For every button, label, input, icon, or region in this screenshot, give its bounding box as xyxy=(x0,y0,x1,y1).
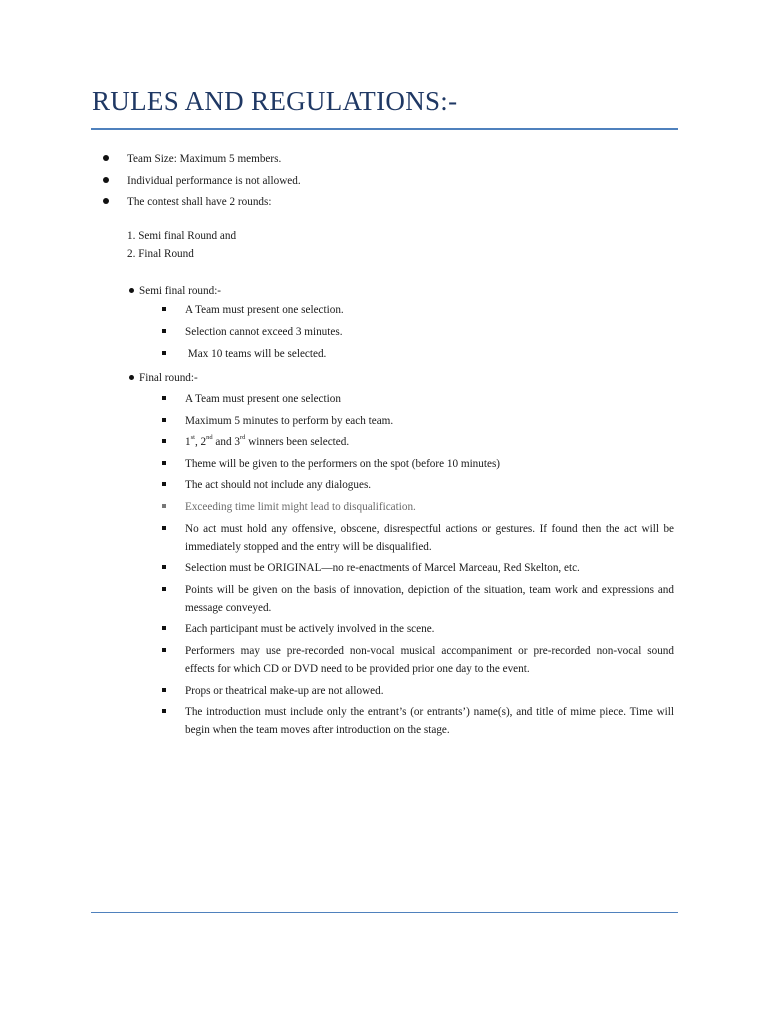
bullet-icon xyxy=(129,288,134,293)
round-item: 2. Final Round xyxy=(127,247,194,260)
list-item: Team Size: Maximum 5 members. xyxy=(103,150,301,172)
square-bullet-icon xyxy=(162,565,166,569)
list-item: The contest shall have 2 rounds: xyxy=(103,193,301,215)
square-bullet-icon xyxy=(162,709,166,713)
list-item: Performers may use pre-recorded non-vocal musical accompaniment or pre-recorded non-vocal sound effects for which CD or DVD need to be provided prior one day to the event. xyxy=(162,642,674,678)
final-rules xyxy=(162,390,674,743)
rounds-list xyxy=(127,227,236,262)
bullet-icon xyxy=(103,198,109,204)
list-item: Selection must be ORIGINAL—no re-enactments of Marcel Marceau, Red Skelton, etc. xyxy=(162,559,674,577)
list-item: Maximum 5 minutes to perform by each team. xyxy=(162,412,674,430)
list-item: Selection cannot exceed 3 minutes. xyxy=(162,323,674,345)
list-item: Each participant must be actively involved in the scene. xyxy=(162,620,674,638)
square-bullet-icon xyxy=(162,648,166,652)
square-bullet-icon xyxy=(162,504,166,508)
square-bullet-icon xyxy=(162,418,166,422)
footer-divider xyxy=(91,912,678,913)
square-bullet-icon xyxy=(162,351,166,355)
final-heading: Final round:- xyxy=(129,369,198,387)
square-bullet-icon xyxy=(162,307,166,311)
list-item: Max 10 teams will be selected. xyxy=(162,345,674,367)
list-item: Points will be given on the basis of innovation, depiction of the situation, team work and expressions and message conveyed. xyxy=(162,581,674,617)
list-item: The introduction must include only the entrant’s (or entrants’) name(s), and title of mime piece. Time will begin when the team moves after introduction on the stage. xyxy=(162,703,674,739)
square-bullet-icon xyxy=(162,626,166,630)
square-bullet-icon xyxy=(162,461,166,465)
square-bullet-icon xyxy=(162,688,166,692)
square-bullet-icon xyxy=(162,526,166,530)
list-item: Theme will be given to the performers on the spot (before 10 minutes) xyxy=(162,455,674,473)
list-item: The act should not include any dialogues. xyxy=(162,476,674,494)
list-item: Exceeding time limit might lead to disqualification. xyxy=(162,498,674,516)
square-bullet-icon xyxy=(162,396,166,400)
list-item: Individual performance is not allowed. xyxy=(103,172,301,194)
semi-final-heading: Semi final round:- xyxy=(129,282,221,300)
list-item: A Team must present one selection xyxy=(162,390,674,408)
title-divider xyxy=(91,128,678,130)
round-item: 1. Semi final Round and xyxy=(127,230,237,242)
list-item: A Team must present one selection. xyxy=(162,301,674,323)
general-rules-list xyxy=(103,150,301,215)
square-bullet-icon xyxy=(162,587,166,591)
list-item xyxy=(162,433,674,451)
square-bullet-icon xyxy=(162,439,166,443)
list-item: No act must hold any offensive, obscene, disrespectful actions or gestures. If found then the act will be immediately stopped and the entry will be disqualified. xyxy=(162,520,674,556)
square-bullet-icon xyxy=(162,329,166,333)
page-title: RULES AND REGULATIONS:- xyxy=(92,86,458,116)
bullet-icon xyxy=(103,155,109,161)
semi-final-rules xyxy=(162,301,674,366)
list-item: Props or theatrical make-up are not allowed. xyxy=(162,682,674,700)
winners-text: 1st, 2nd and 3rd winners been selected. xyxy=(185,434,350,449)
bullet-icon xyxy=(103,177,109,183)
square-bullet-icon xyxy=(162,482,166,486)
bullet-icon xyxy=(129,375,134,380)
